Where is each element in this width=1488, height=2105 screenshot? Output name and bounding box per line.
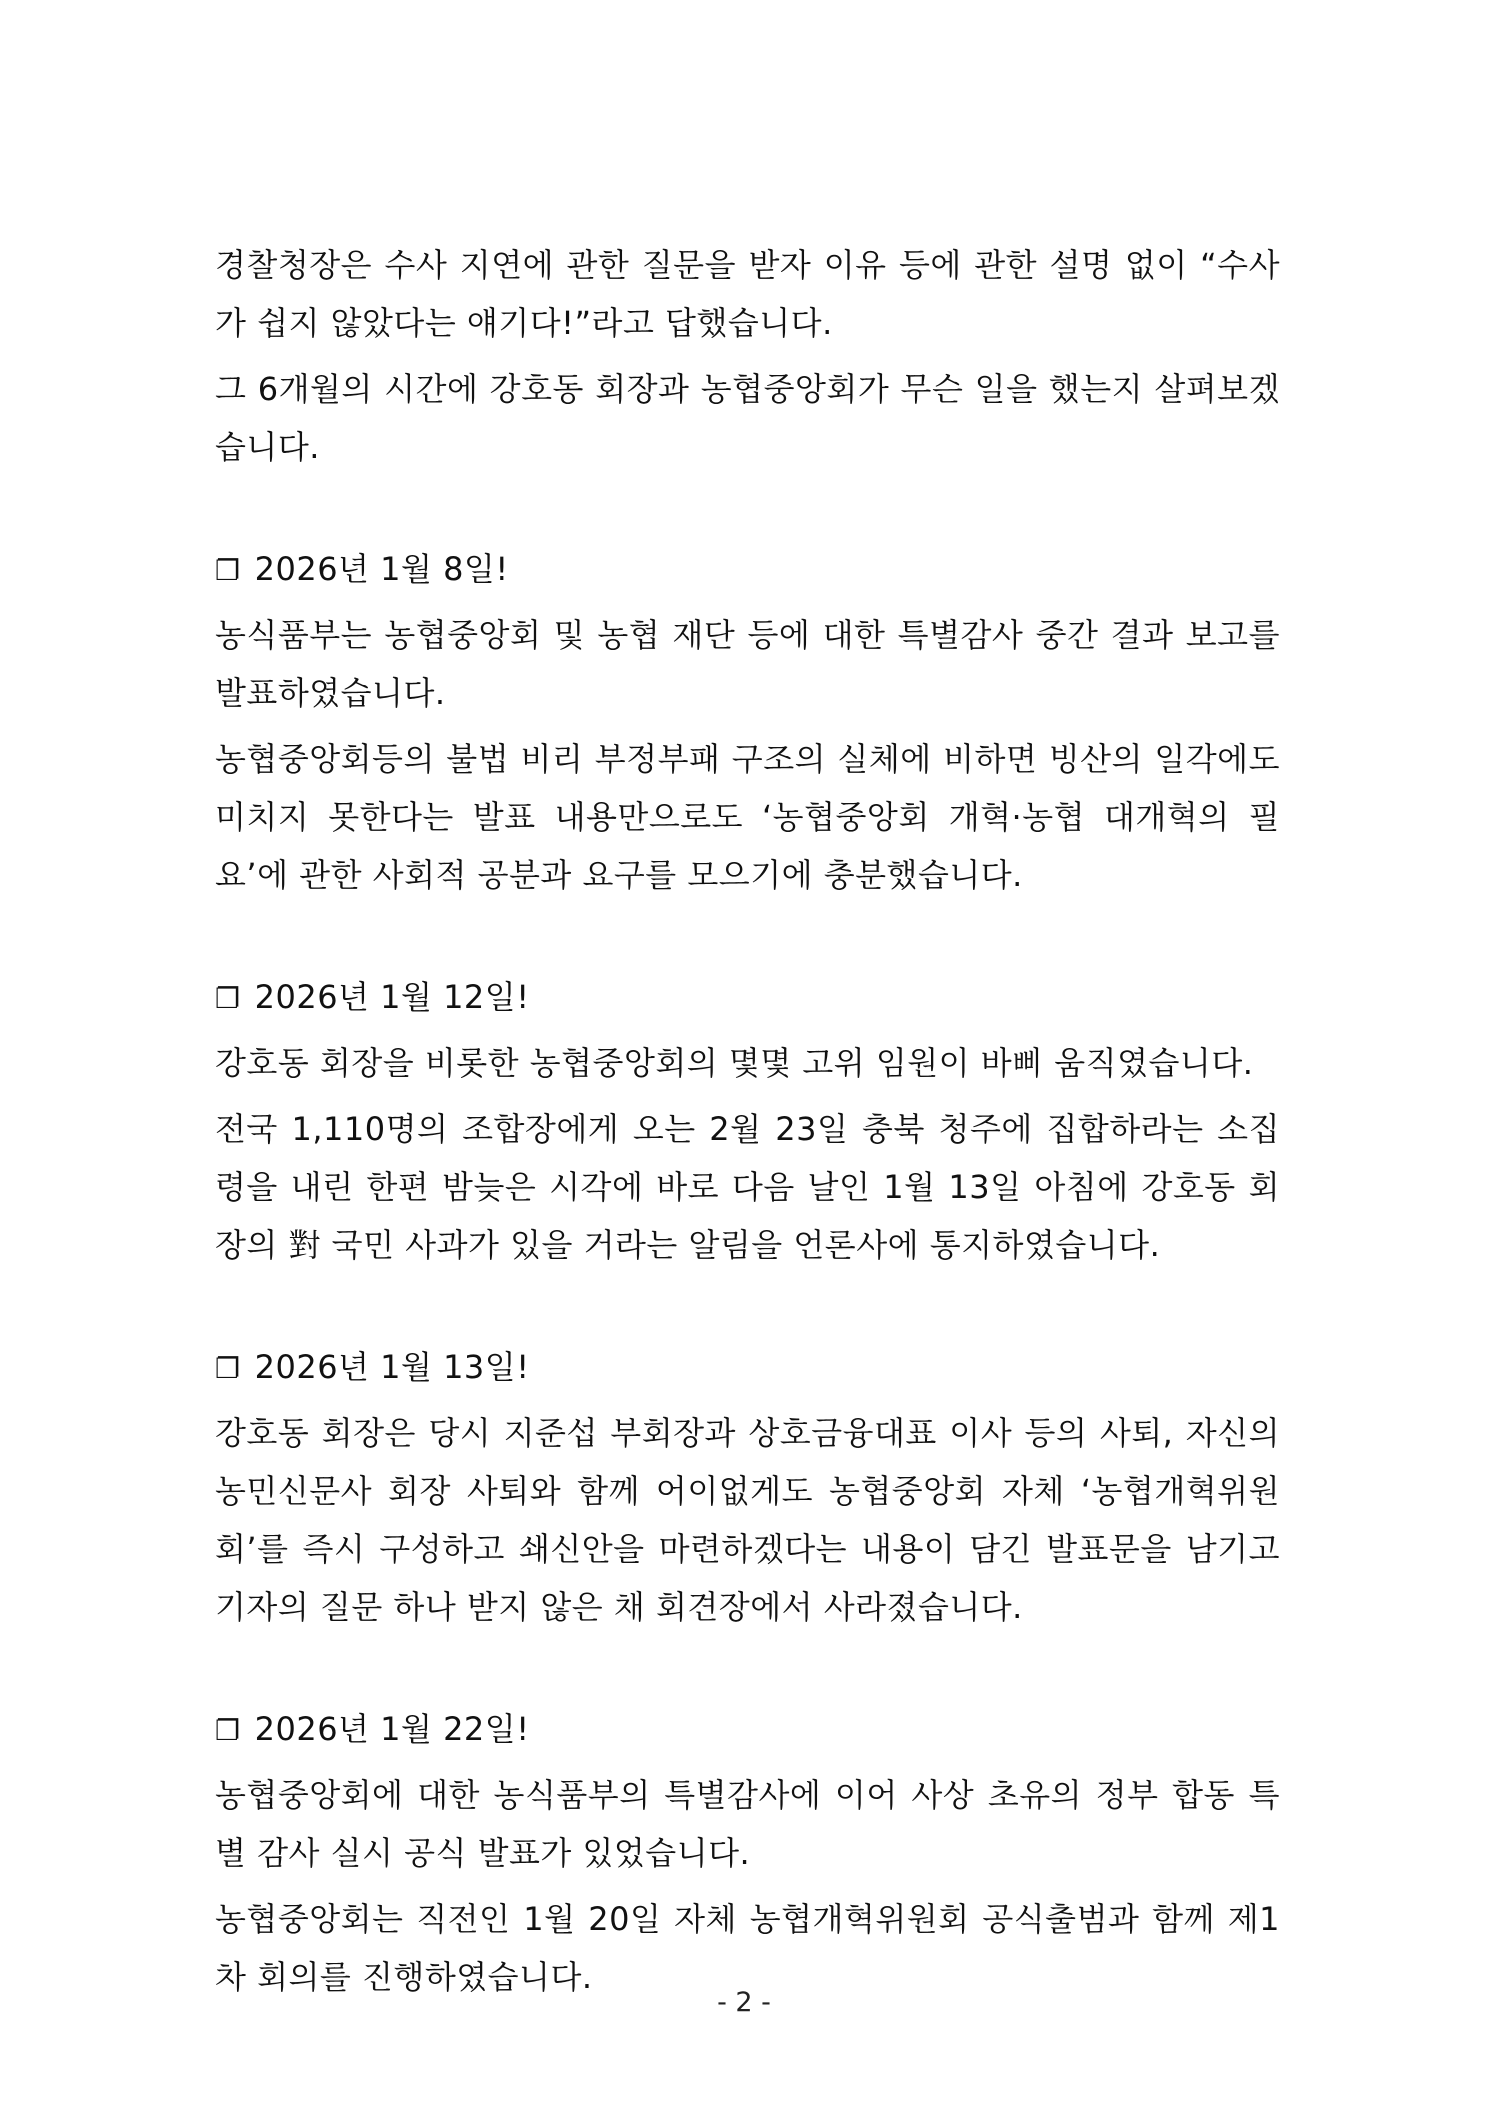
section-date: 2026년 1월 13일! xyxy=(254,1348,530,1386)
section-heading xyxy=(215,968,1280,1028)
intro-paragraph: 경찰청장은 수사 지연에 관한 질문을 받자 이유 등에 관한 설명 없이 “수사가 쉽지 않았다는 얘기다!”라고 답했습니다. xyxy=(215,246,1280,342)
section-paragraph: 농식품부는 농협중앙회 및 농협 재단 등에 대한 특별감사 중간 결과 보고를 발표하였습니다. xyxy=(215,616,1280,712)
section-heading xyxy=(215,1700,1280,1760)
section-paragraph: 농협중앙회는 직전인 1월 20일 자체 농협개혁위원회 공식출범과 함께 제1차 회의를 진행하였습니다. xyxy=(215,1900,1280,1996)
intro-block xyxy=(215,236,1280,476)
section-paragraph: 농협중앙회에 대한 농식품부의 특별감사에 이어 사상 초유의 정부 합동 특별 감사 실시 공식 발표가 있었습니다. xyxy=(215,1776,1280,1872)
section-paragraph: 강호동 회장은 당시 지준섭 부회장과 상호금융대표 이사 등의 사퇴, 자신의 농민신문사 회장 사퇴와 함께 어이없게도 농협중앙회 자체 ‘농협개혁위원회’를 즉시 구성하고 쇄신안을 마련하겠다는 내용이 담긴 발표문을 남기고 기자의 질문 하나 받지 않은 채 회견장에서 사라졌습니다. xyxy=(215,1414,1280,1626)
page-number: - 2 - xyxy=(717,1987,771,2018)
section-heading xyxy=(215,540,1280,600)
section-date: 2026년 1월 12일! xyxy=(254,978,530,1016)
section-2026-01-22 xyxy=(215,1700,1280,2006)
checkbox-bullet-icon: ❐ xyxy=(215,554,241,587)
section-2026-01-12 xyxy=(215,968,1280,1274)
section-date: 2026년 1월 8일! xyxy=(254,550,509,588)
section-2026-01-13 xyxy=(215,1338,1280,1636)
section-paragraph: 농협중앙회등의 불법 비리 부정부패 구조의 실체에 비하면 빙산의 일각에도 미치지 못한다는 발표 내용만으로도 ‘농협중앙회 개혁·농협 대개혁의 필요’에 관한 사회적 공분과 요구를 모으기에 충분했습니다. xyxy=(215,740,1280,894)
checkbox-bullet-icon: ❐ xyxy=(215,1352,241,1385)
checkbox-bullet-icon: ❐ xyxy=(215,1714,241,1747)
document-body xyxy=(215,236,1280,2006)
section-date: 2026년 1월 22일! xyxy=(254,1710,530,1748)
section-paragraph: 전국 1,110명의 조합장에게 오는 2월 23일 충북 청주에 집합하라는 소집령을 내린 한편 밤늦은 시각에 바로 다음 날인 1월 13일 아침에 강호동 회장의 對 국민 사과가 있을 거라는 알림을 언론사에 통지하였습니다. xyxy=(215,1110,1280,1264)
section-heading xyxy=(215,1338,1280,1398)
section-paragraph: 강호동 회장을 비롯한 농협중앙회의 몇몇 고위 임원이 바삐 움직였습니다. xyxy=(215,1044,1254,1082)
intro-paragraph: 그 6개월의 시간에 강호동 회장과 농협중앙회가 무슨 일을 했는지 살펴보겠습니다. xyxy=(215,370,1280,466)
section-2026-01-08 xyxy=(215,540,1280,904)
checkbox-bullet-icon: ❐ xyxy=(215,982,241,1015)
